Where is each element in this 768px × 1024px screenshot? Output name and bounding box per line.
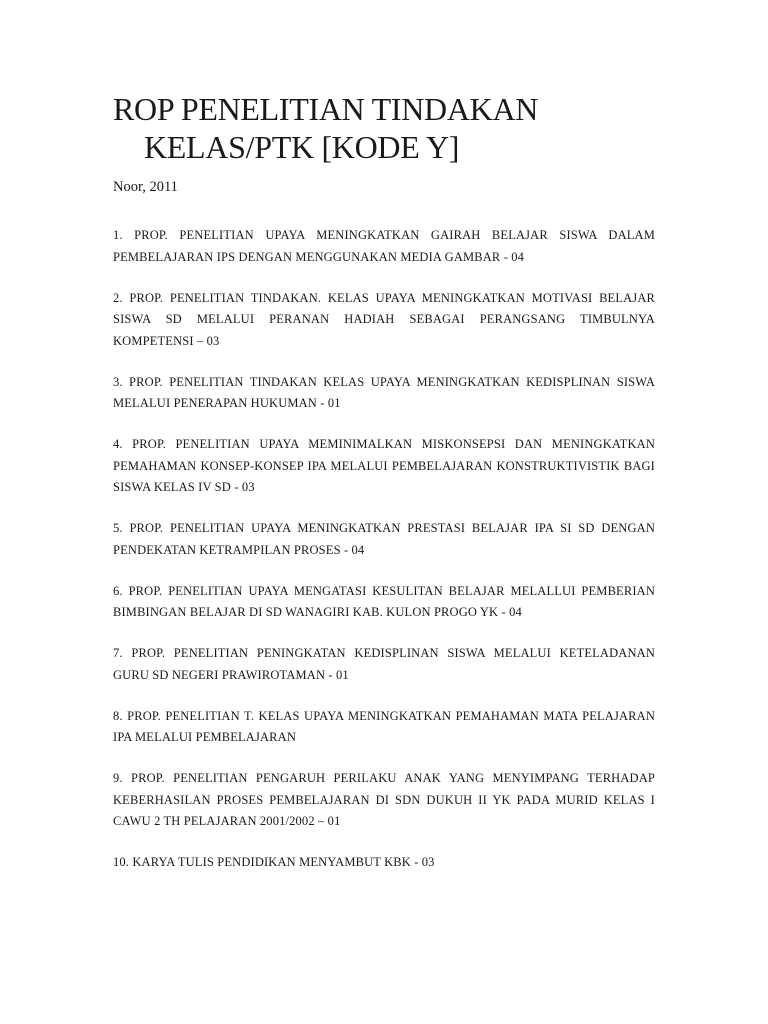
list-item: 5. PROP. PENELITIAN UPAYA MENINGKATKAN PRESTASI BELAJAR IPA SI SD DENGAN PENDEKATAN KETRAMPILAN PROSES - 04 <box>113 521 655 557</box>
document-title <box>113 90 655 166</box>
document-page <box>113 90 655 893</box>
title-line-2: KELAS/PTK [KODE Y] <box>144 129 460 165</box>
list-item: 9. PROP. PENELITIAN PENGARUH PERILAKU ANAK YANG MENYIMPANG TERHADAP KEBERHASILAN PROSES PEMBELAJARAN DI SDN DUKUH II YK PADA MURID KELAS I CAWU 2 TH PELAJARAN 2001/2002 – 01 <box>113 771 655 828</box>
list-item: 1. PROP. PENELITIAN UPAYA MENINGKATKAN GAIRAH BELAJAR SISWA DALAM PEMBELAJARAN IPS DENGAN MENGGUNAKAN MEDIA GAMBAR - 04 <box>113 228 655 264</box>
title-line-1: ROP PENELITIAN TINDAKAN <box>113 91 539 127</box>
list-item: 2. PROP. PENELITIAN TINDAKAN. KELAS UPAYA MENINGKATKAN MOTIVASI BELAJAR SISWA SD MELALUI PERANAN HADIAH SEBAGAI PERANGSANG TIMBULNYA KOMPETENSI – 03 <box>113 290 655 348</box>
list-item: 10. KARYA TULIS PENDIDIKAN MENYAMBUT KBK - 03 <box>113 855 435 869</box>
proposal-list <box>113 225 655 874</box>
list-item: 8. PROP. PENELITIAN T. KELAS UPAYA MENINGKATKAN PEMAHAMAN MATA PELAJARAN IPA MELALUI PEMBELAJARAN <box>113 708 655 744</box>
list-item: 6. PROP. PENELITIAN UPAYA MENGATASI KESULITAN BELAJAR MELALLUI PEMBERIAN BIMBINGAN BELAJAR DI SD WANAGIRI KAB. KULON PROGO YK - 04 <box>113 583 655 619</box>
list-item: 3. PROP. PENELITIAN TINDAKAN KELAS UPAYA MENINGKATKAN KEDISPLINAN SISWA MELALUI PENERAPAN HUKUMAN - 01 <box>113 374 655 410</box>
author-date: Noor, 2011 <box>113 179 178 195</box>
list-item: 7. PROP. PENELITIAN PENINGKATAN KEDISPLINAN SISWA MELALUI KETELADANAN GURU SD NEGERI PRAWIROTAMAN - 01 <box>113 646 655 682</box>
list-item: 4. PROP. PENELITIAN UPAYA MEMINIMALKAN MISKONSEPSI DAN MENINGKATKAN PEMAHAMAN KONSEP-KONSEP IPA MELALUI PEMBELAJARAN KONSTRUKTIVISTIK BAGI SISWA KELAS IV SD - 03 <box>113 437 655 494</box>
